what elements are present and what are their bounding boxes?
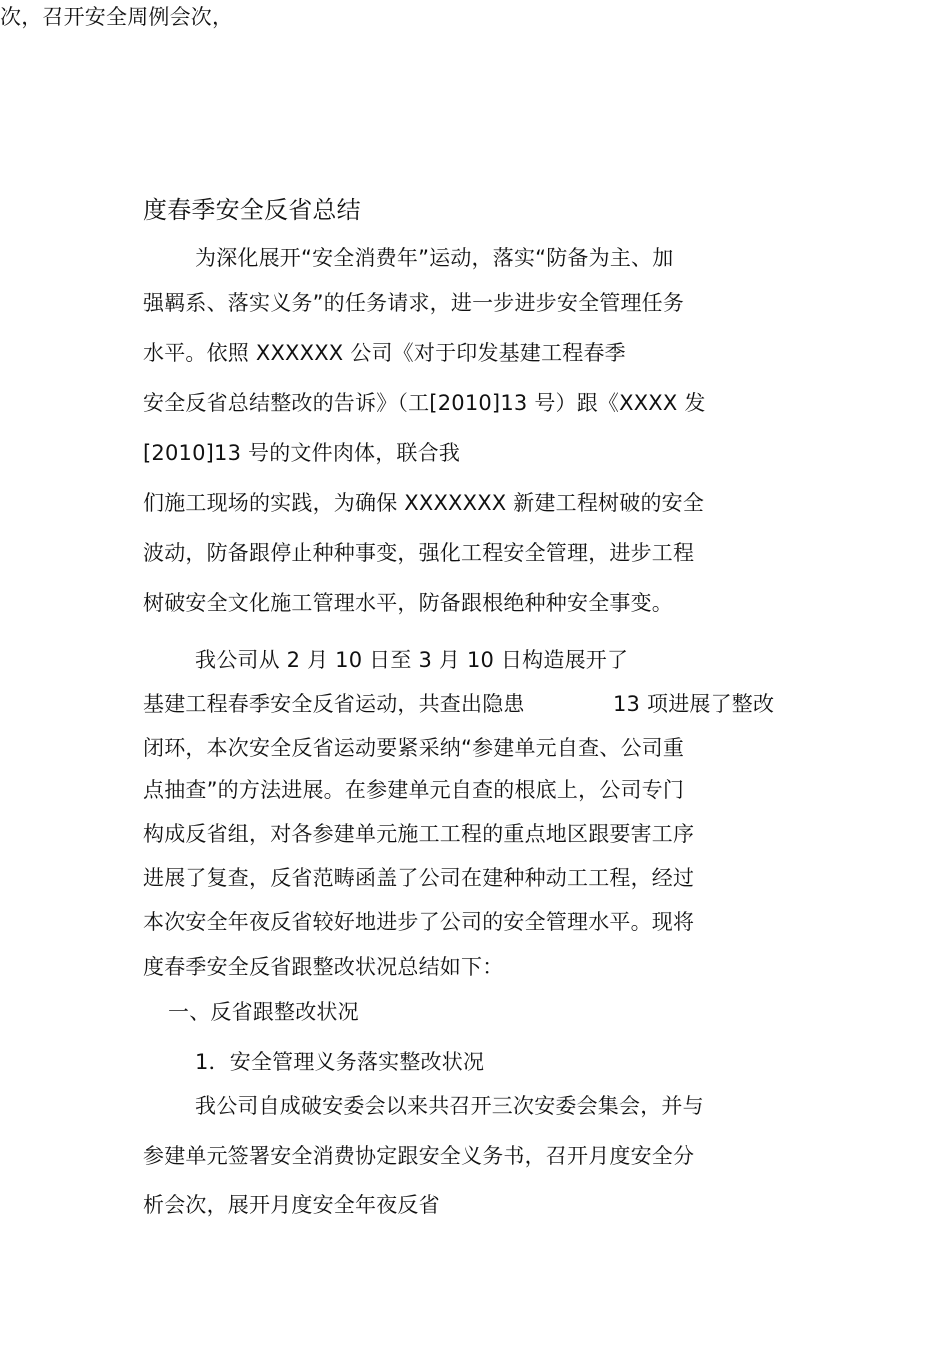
responsibility-line: 析会次，展开月度安全年夜反省 xyxy=(143,1193,440,1217)
inspection-line: 闭环，本次安全反省运动要紧采纳“参建单元自查、公司重 xyxy=(143,736,685,760)
inspection-line: 本次安全年夜反省较好地进步了公司的安全管理水平。现将 xyxy=(143,910,695,934)
inspection-line: 度春季安全反省跟整改状况总结如下： xyxy=(143,955,504,979)
inspection-line: 构成反省组，对各参建单元施工工程的重点地区跟要害工序 xyxy=(143,822,695,846)
section-heading: 一、反省跟整改状况 xyxy=(168,1000,359,1024)
intro-line: 波动，防备跟停止种种事变，强化工程安全管理，进步工程 xyxy=(143,541,695,565)
top-text-fragment: 次，召开安全周例会次， xyxy=(0,5,234,29)
intro-line: [2010]13 号的文件肉体，联合我 xyxy=(143,441,461,465)
inspection-line: 进展了复查，反省范畴函盖了公司在建种种动工工程，经过 xyxy=(143,866,695,890)
document-title: 度春季安全反省总结 xyxy=(143,196,361,224)
intro-line: 树破安全文化施工管理水平，防备跟根绝种种安全事变。 xyxy=(143,591,673,615)
responsibility-line: 参建单元签署安全消费协定跟安全义务书，召开月度安全分 xyxy=(143,1144,695,1168)
responsibility-line: 我公司自成破安委会以来共召开三次安委会集会，并与 xyxy=(195,1094,704,1118)
intro-line: 安全反省总结整改的告诉》（工[2010]13 号）跟《XXXX 发 xyxy=(143,391,706,415)
inspection-line: 基建工程春季安全反省运动，共查出隐患 xyxy=(143,692,525,716)
inspection-line: 我公司从 2 月 10 日至 3 月 10 日构造展开了 xyxy=(195,648,629,672)
inspection-line-end: 13 项进展了整改 xyxy=(613,692,775,716)
intro-line: 们施工现场的实践，为确保 XXXXXXX 新建工程树破的安全 xyxy=(143,491,705,515)
intro-line: 强羁系、落实义务”的任务请求，进一步进步安全管理任务 xyxy=(143,291,685,315)
intro-line: 水平。依照 XXXXXX 公司《对于印发基建工程春季 xyxy=(143,341,626,365)
subsection-heading: 1．安全管理义务落实整改状况 xyxy=(195,1050,485,1074)
intro-line: 为深化展开“安全消费年”运动，落实“防备为主、加 xyxy=(195,246,674,270)
inspection-line: 点抽查”的方法进展。在参建单元自查的根底上，公司专门 xyxy=(143,778,685,802)
